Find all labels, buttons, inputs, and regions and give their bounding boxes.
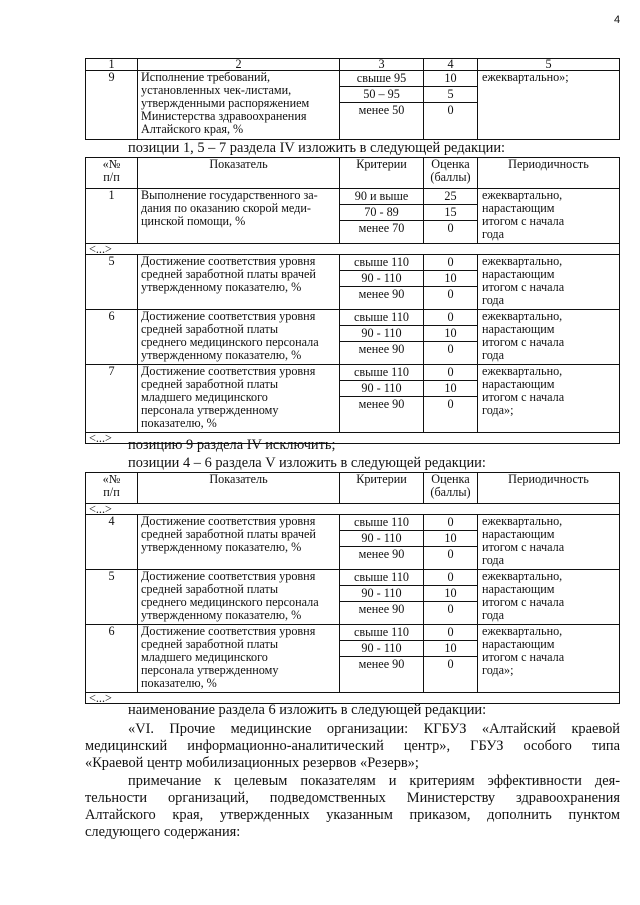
indicator-text: Достижение соответствия уровня средней заработной платы врачей утвержденному показателю, % — [138, 255, 340, 310]
score: 0 — [424, 287, 478, 310]
omission-marker: <...> — [86, 504, 620, 515]
criterion: менее 90 — [340, 397, 424, 433]
score: 10 — [424, 641, 478, 657]
criterion: 90 - 110 — [340, 641, 424, 657]
table-section-v — [85, 472, 620, 704]
score: 10 — [424, 271, 478, 287]
score: 0 — [424, 103, 478, 140]
score: 0 — [424, 255, 478, 271]
periodicity: ежеквартально, нарастающим итогом с начала года — [478, 189, 620, 244]
score: 0 — [424, 310, 478, 326]
header-score: Оценка (баллы) — [424, 473, 478, 504]
header-number: «№ п/п — [86, 158, 138, 189]
criterion: менее 90 — [340, 602, 424, 625]
indicator-text: Достижение соответствия уровня средней заработной платы среднего медицинского персонала утвержденному показателю, % — [138, 570, 340, 625]
score: 0 — [424, 570, 478, 586]
omission-marker: <...> — [86, 433, 620, 444]
criterion: 90 - 110 — [340, 586, 424, 602]
periodicity: ежеквартально, нарастающим итогом с начала года — [478, 515, 620, 570]
criterion: 90 - 110 — [340, 531, 424, 547]
table-row — [86, 365, 620, 381]
column-number: 5 — [478, 59, 620, 71]
page-number: 4 — [614, 14, 621, 26]
criterion: свыше 110 — [340, 515, 424, 531]
omission-marker: <...> — [86, 244, 620, 255]
indicator-text: Достижение соответствия уровня средней заработной платы младшего медицинского персонала утвержденному показателю, % — [138, 625, 340, 693]
score: 10 — [424, 326, 478, 342]
periodicity: ежеквартально»; — [478, 71, 620, 140]
column-number: 4 — [424, 59, 478, 71]
periodicity: ежеквартально, нарастающим итогом с начала года»; — [478, 625, 620, 693]
row-number: 1 — [86, 189, 138, 244]
criterion: 90 - 110 — [340, 381, 424, 397]
row-number: 6 — [86, 625, 138, 693]
criterion: 90 и выше — [340, 189, 424, 205]
score: 10 — [424, 381, 478, 397]
criterion: 90 - 110 — [340, 326, 424, 342]
paragraph: позицию 9 раздела IV исключить; — [128, 437, 336, 453]
table-row — [86, 255, 620, 271]
periodicity: ежеквартально, нарастающим итогом с начала года — [478, 310, 620, 365]
indicator-text: Достижение соответствия уровня средней заработной платы среднего медицинского персонала утвержденному показателю, % — [138, 310, 340, 365]
paragraph: наименование раздела 6 изложить в следующей редакции: — [128, 702, 487, 718]
omission-marker: <...> — [86, 693, 620, 704]
criterion: менее 90 — [340, 547, 424, 570]
criterion: 50 – 95 — [340, 87, 424, 103]
score: 0 — [424, 397, 478, 433]
score: 0 — [424, 221, 478, 244]
header-number: «№ п/п — [86, 473, 138, 504]
score: 0 — [424, 365, 478, 381]
header-indicator: Показатель — [138, 473, 340, 504]
column-number: 1 — [86, 59, 138, 71]
score: 25 — [424, 189, 478, 205]
score: 0 — [424, 602, 478, 625]
row-number: 9 — [86, 71, 138, 140]
periodicity: ежеквартально, нарастающим итогом с начала года — [478, 255, 620, 310]
criterion: менее 70 — [340, 221, 424, 244]
paragraph: позиции 4 – 6 раздела V изложить в следующей редакции: — [128, 455, 486, 471]
table-row — [86, 189, 620, 205]
row-number: 5 — [86, 570, 138, 625]
score: 0 — [424, 657, 478, 693]
criterion: 70 - 89 — [340, 205, 424, 221]
indicator-text: Достижение соответствия уровня средней заработной платы младшего медицинского персонала утвержденному показателю, % — [138, 365, 340, 433]
row-number: 7 — [86, 365, 138, 433]
header-criteria: Критерии — [340, 473, 424, 504]
table-section-iv — [85, 157, 620, 444]
periodicity: ежеквартально, нарастающим итогом с начала года — [478, 570, 620, 625]
header-periodicity: Периодичность — [478, 158, 620, 189]
paragraph-section-vi: «VI. Прочие медицинские организации: КГБУЗ «Алтайский краевой медицинский информационно-аналитический центр», ГБУЗ особого типа «Краевой центр мобилизационных резервов «Резерв»; — [85, 721, 620, 771]
criterion: свыше 95 — [340, 71, 424, 87]
table-header-row — [86, 473, 620, 504]
header-indicator: Показатель — [138, 158, 340, 189]
criterion: свыше 110 — [340, 255, 424, 271]
score: 0 — [424, 625, 478, 641]
criterion: менее 90 — [340, 657, 424, 693]
row-number: 4 — [86, 515, 138, 570]
criterion: 90 - 110 — [340, 271, 424, 287]
table-row — [86, 625, 620, 641]
column-number: 2 — [138, 59, 340, 71]
table-row — [86, 570, 620, 586]
score: 0 — [424, 342, 478, 365]
score: 10 — [424, 71, 478, 87]
row-number: 6 — [86, 310, 138, 365]
indicator-text: Достижение соответствия уровня средней заработной платы врачей утвержденному показателю, % — [138, 515, 340, 570]
criterion: свыше 110 — [340, 570, 424, 586]
criterion: менее 50 — [340, 103, 424, 140]
table-header-row — [86, 158, 620, 189]
indicator-text: Исполнение требований, установленных чек-листами, утвержденными распоряжением Министерства здравоохранения Алтайского края, % — [138, 71, 340, 140]
table-row — [86, 515, 620, 531]
paragraph: позиции 1, 5 – 7 раздела IV изложить в следующей редакции: — [128, 140, 506, 156]
criterion: свыше 110 — [340, 310, 424, 326]
score: 5 — [424, 87, 478, 103]
table-row — [86, 310, 620, 326]
header-score: Оценка (баллы) — [424, 158, 478, 189]
header-criteria: Критерии — [340, 158, 424, 189]
score: 0 — [424, 515, 478, 531]
periodicity: ежеквартально, нарастающим итогом с начала года»; — [478, 365, 620, 433]
table-continuation — [85, 58, 620, 140]
criterion: свыше 110 — [340, 625, 424, 641]
column-number: 3 — [340, 59, 424, 71]
column-number-row — [86, 59, 620, 71]
score: 15 — [424, 205, 478, 221]
indicator-text: Выполнение государственного за- дания по оказанию скорой меди- цинской помощи, % — [138, 189, 340, 244]
header-periodicity: Периодичность — [478, 473, 620, 504]
score: 10 — [424, 531, 478, 547]
row-number: 5 — [86, 255, 138, 310]
criterion: менее 90 — [340, 287, 424, 310]
paragraph-note: примечание к целевым показателям и критериям эффективности дея- тельности организаций, подведомственных Министерству здравоохранения Алтайского края, утвержденных указанным приказом, дополнить пунктом следующего содержания: — [85, 773, 620, 840]
table-row — [86, 71, 620, 87]
score: 10 — [424, 586, 478, 602]
score: 0 — [424, 547, 478, 570]
criterion: свыше 110 — [340, 365, 424, 381]
criterion: менее 90 — [340, 342, 424, 365]
